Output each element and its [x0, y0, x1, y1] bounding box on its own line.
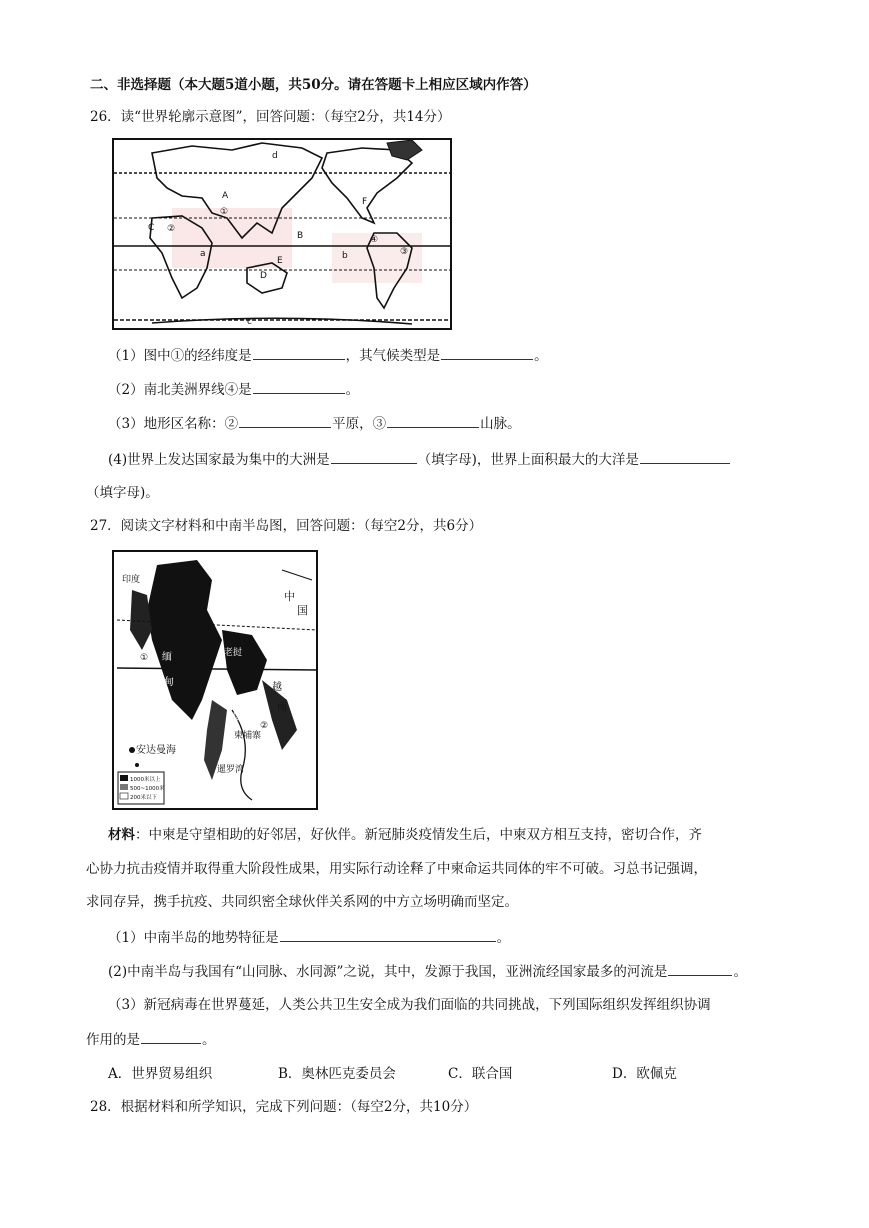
- map-label: ②: [260, 721, 269, 731]
- legend-item: 1000米以上: [130, 777, 161, 783]
- map-label: 泰: [230, 712, 240, 723]
- answer-blank[interactable]: [280, 928, 496, 942]
- q26-sub2-text: （2）南北美洲界线④是: [108, 382, 252, 398]
- answer-blank[interactable]: [387, 414, 479, 428]
- map-label: 中: [284, 590, 295, 603]
- answer-blank[interactable]: [141, 1030, 201, 1044]
- q27-sub1-text: （1）中南半岛的地势特征是: [108, 930, 279, 946]
- q26-sub3: [108, 414, 521, 433]
- option-b[interactable]: B．奥林匹克委员会: [278, 1066, 396, 1082]
- map-label: ①: [220, 207, 229, 217]
- indochina-map-figure: [112, 550, 318, 810]
- q27-sub2-text: (2)中南半岛与我国有“山同脉、水同源”之说，其中，发源于我国，亚洲流经国家最多的河流是: [108, 964, 668, 980]
- map-label: c: [247, 317, 252, 327]
- map-label: 印度: [122, 575, 141, 585]
- material-label: 材料: [108, 827, 135, 843]
- legend-item: 500~1000米: [130, 786, 165, 792]
- q26-sub3-text-a: （3）地形区名称：②: [108, 416, 239, 432]
- answer-blank[interactable]: [239, 414, 331, 428]
- q26-sub4-text-a: (4)世界上发达国家最为集中的大洲是: [108, 452, 330, 468]
- map-label: E: [277, 256, 283, 266]
- section-header: 二、非选择题（本大题5道小题，共50分。请在答题卡上相应区域内作答）: [90, 77, 537, 93]
- answer-blank[interactable]: [331, 450, 417, 464]
- q26-sub2: [108, 380, 359, 399]
- q26-sub1-end: 。: [534, 348, 548, 364]
- map-label: 国: [297, 604, 308, 617]
- q27-sub3: （3）新冠病毒在世界蔓延，人类公共卫生安全成为我们面临的共同挑战，下列国际组织发挥组织协调: [108, 997, 711, 1013]
- answer-blank[interactable]: [441, 346, 533, 360]
- q28-stem: 28．根据材料和所学知识，完成下列问题：（每空2分，共10分）: [90, 1099, 478, 1115]
- legend-item: 200米以下: [130, 795, 157, 801]
- q27-sub1: [108, 928, 510, 947]
- map-label: ④: [370, 235, 379, 245]
- map-label: d: [272, 151, 278, 161]
- q27-sub2: [108, 962, 747, 981]
- q26-sub4-text-b: （填字母)，世界上面积最大的大洋是: [417, 452, 639, 468]
- q27-sub3-text-b: 作用的是: [86, 1032, 140, 1048]
- q26-sub1-text-b: ，其气候类型是: [345, 348, 441, 364]
- q26-sub2-end: 。: [345, 382, 360, 398]
- map-label: D: [260, 271, 267, 281]
- material-line-3: 求同存异，携手抗疫、共同织密全球伙伴关系网的中方立场明确而坚定。: [86, 894, 518, 910]
- world-map-figure: [112, 138, 452, 330]
- q27-stem: 27．阅读文字材料和中南半岛图，回答问题：（每空2分，共6分）: [90, 518, 483, 534]
- map-label: 柬埔寨: [234, 731, 262, 741]
- q26-sub3-end: 山脉。: [480, 416, 521, 432]
- map-label: C: [148, 223, 155, 233]
- q26-stem: 26．读“世界轮廓示意图”，回答问题：（每空2分，共14分）: [90, 109, 451, 125]
- q26-sub4: [108, 450, 731, 469]
- q27-sub2-end: 。: [733, 964, 747, 980]
- q26-sub1-text-a: （1）图中①的经纬度是: [108, 348, 252, 364]
- q26-sub1: [108, 346, 548, 365]
- option-d[interactable]: D．欧佩克: [612, 1066, 677, 1082]
- map-label: A: [222, 191, 229, 201]
- map-label: 暹罗湾: [217, 765, 245, 775]
- map-label: F: [362, 197, 368, 207]
- map-label: 甸: [164, 677, 174, 688]
- q26-sub4-cont: （填字母)。: [86, 485, 159, 501]
- map-label: 南: [277, 702, 287, 713]
- answer-blank[interactable]: [640, 450, 730, 464]
- world-outline-map: [112, 138, 452, 330]
- q27-sub1-end: 。: [496, 930, 511, 946]
- map-label: 缅: [162, 652, 172, 663]
- answer-blank[interactable]: [253, 346, 345, 360]
- q27-sub3-cont: [86, 1030, 216, 1049]
- map-label: ①: [140, 653, 149, 663]
- q27-sub3-end: 。: [202, 1032, 216, 1048]
- indochina-map: [112, 550, 318, 810]
- map-label: 越: [272, 682, 282, 693]
- option-c[interactable]: C．联合国: [448, 1066, 513, 1082]
- map-label: ③: [400, 247, 409, 257]
- answer-blank[interactable]: [668, 962, 732, 976]
- option-a[interactable]: A．世界贸易组织: [108, 1066, 213, 1082]
- map-label: 安达曼海: [136, 745, 176, 756]
- q26-sub3-text-b: 平原，③: [332, 416, 387, 432]
- map-label: B: [297, 231, 304, 241]
- material-line-2: 心协力抗击疫情并取得重大阶段性成果，用实际行动诠释了中柬命运共同体的牢不可破。习总书记强调，: [86, 861, 707, 877]
- material-text-1: ：中柬是守望相助的好邻居，好伙伴。新冠肺炎疫情发生后，中柬双方相互支持，密切合作，齐: [135, 827, 702, 843]
- map-label: b: [342, 251, 348, 261]
- map-label: a: [200, 249, 206, 259]
- map-label: 老挝: [224, 648, 243, 658]
- map-label: ②: [167, 224, 176, 234]
- answer-blank[interactable]: [253, 380, 345, 394]
- material-line-1: [108, 826, 702, 844]
